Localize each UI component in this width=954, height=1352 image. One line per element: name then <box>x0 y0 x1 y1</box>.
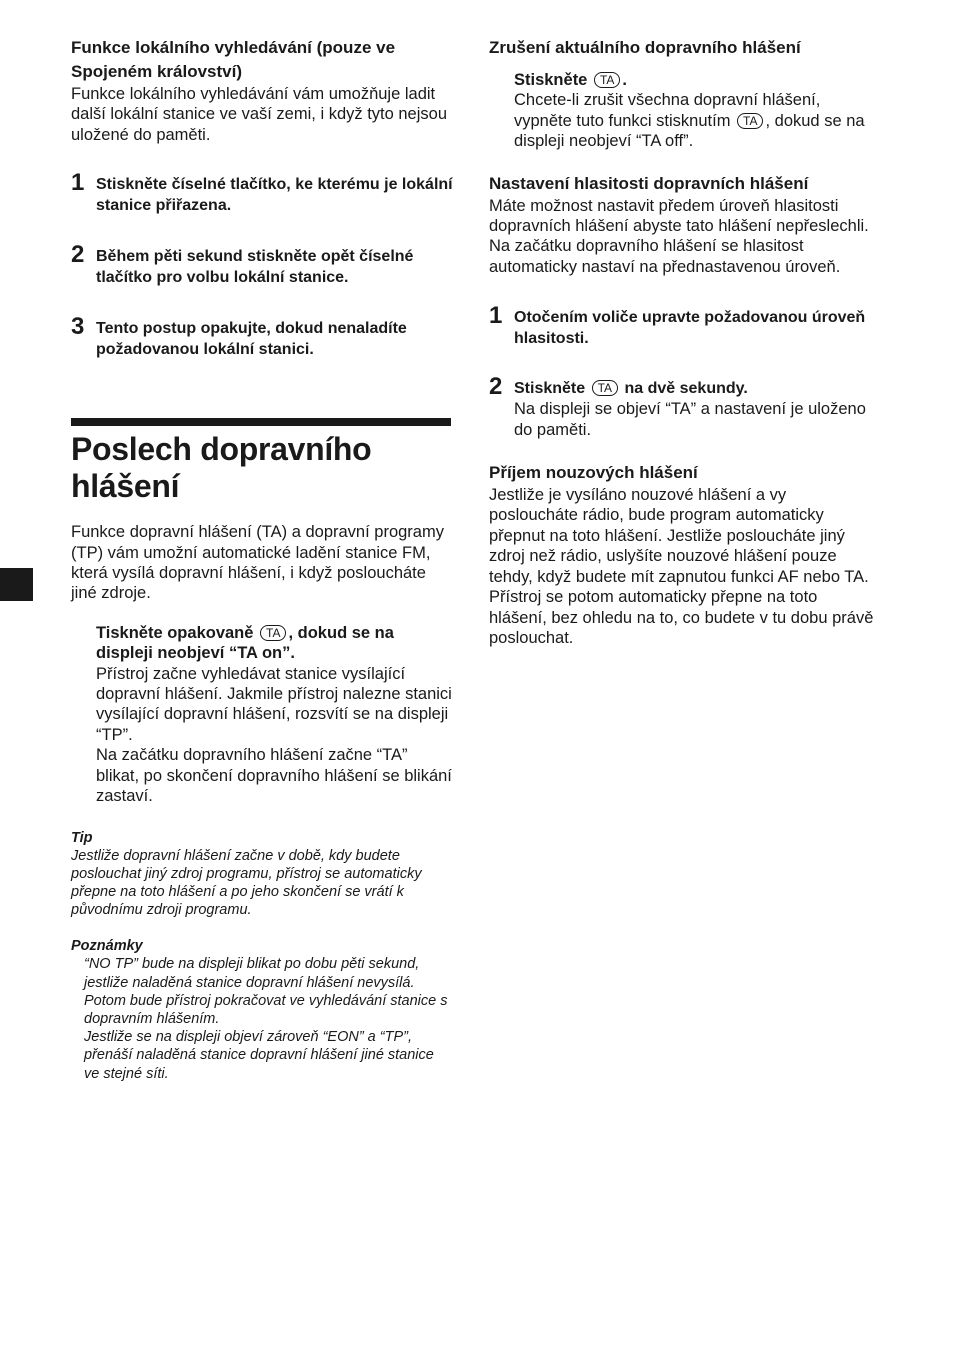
ta-key-icon: TA <box>592 380 618 396</box>
instruction-text: Tiskněte opakovaně <box>96 623 254 642</box>
tip-text: Jestliže dopravní hlášení začne v době, kdy budete poslouchat jiný zdroj programu, přístroj se automaticky přepne na toto hlášení a po jeho skončení se vrátí k původnímu zdroji programu. <box>71 847 422 919</box>
step-text: Stiskněte číselné tlačítko, ke kterému je lokální stanice přiřazena. <box>96 176 453 215</box>
volume-step-2-body: Na displeji se objeví “TA” a nastavení je uloženo do paměti. <box>514 400 866 439</box>
note-item: “NO TP” bude na displeji blikat po dobu pěti sekund, jestliže naladěná stanice dopravní hlášení nevysílá. Potom bude přístroj pokračovat ve vyhledávání stanice s dopravním hlášením. <box>84 956 448 1027</box>
volume-step-2 <box>489 373 879 440</box>
cancel-body-text: Chcete-li zrušit všechna dopravní hlášení, vypněte tuto funkci stisknutím <box>514 91 821 130</box>
section-title: Poslech dopravního hlášení <box>71 431 372 505</box>
ta-key-icon: TA <box>260 625 286 641</box>
step-text-start: Stiskněte <box>514 380 586 398</box>
step-text: Otočením voliče upravte požadovanou úroveň hlasitosti. <box>514 309 866 348</box>
volume-step-1 <box>489 302 879 349</box>
emergency-heading: Příjem nouzových hlášení <box>489 463 698 483</box>
local-seek-heading: Funkce lokálního vyhledávání (pouze ve Spojeném království) <box>71 38 396 81</box>
cancel-instruction <box>489 70 879 152</box>
step-3 <box>71 313 453 360</box>
left-column <box>71 36 453 1083</box>
step-1 <box>71 169 453 216</box>
cancel-body <box>514 90 879 151</box>
volume-heading: Nastavení hlasitosti dopravních hlášení <box>489 173 809 193</box>
volume-body: Máte možnost nastavit předem úroveň hlasitosti dopravních hlášení abyste tato hlášení nepřeslechli. Na začátku dopravního hlášení se hlasitost automaticky nastaví na přednastavenou úroveň. <box>489 196 869 276</box>
section-rule <box>71 418 451 426</box>
step-text <box>514 380 748 397</box>
cancel-body-text-end: , dokud se na displeji neobjeví “TA off”. <box>514 111 865 151</box>
section-tab-marker <box>0 568 33 601</box>
instruction-text-end: , dokud se na displeji neobjeví “TA on”. <box>96 623 394 663</box>
step-number: 2 <box>489 373 503 401</box>
cancel-heading: Zrušení aktuálního dopravního hlášení <box>489 38 801 57</box>
instruction-text: Stiskněte <box>514 71 588 89</box>
ta-instruction <box>71 623 453 807</box>
ta-instruction-line <box>96 623 453 664</box>
step-number: 3 <box>71 313 85 341</box>
instruction-text-end: . <box>622 71 628 89</box>
step-number: 2 <box>71 241 85 269</box>
step-number: 1 <box>489 302 503 330</box>
cancel-instruction-line <box>514 70 879 90</box>
step-text: Tento postup opakujte, dokud nenaladíte požadovanou lokální stanici. <box>96 320 407 359</box>
local-seek-body: Funkce lokálního vyhledávání vám umožňuje ladit další lokální stanice ve vaší zemi, i když tyto nejsou uložené do paměti. <box>71 85 448 144</box>
ta-intro: Funkce dopravní hlášení (TA) a dopravní programy (TP) vám umožní automatické ladění stanice FM, která vysílá dopravní hlášení, i když posloucháte jiné zdroje. <box>71 523 444 603</box>
step-text-end: na dvě sekundy. <box>620 380 748 398</box>
ta-key-icon: TA <box>594 72 620 88</box>
ta-instruction-body-1: Přístroj začne vyhledávat stanice vysílající dopravní hlášení. Jakmile přístroj nalezne stanici vysílající dopravní hlášení, rozsvítí se na displeji “TP”. <box>96 664 452 744</box>
step-number: 1 <box>71 169 85 197</box>
note-item: Jestliže se na displeji objeví zároveň “EON” a “TP”, přenáší naladěná stanice dopravní hlášení jiné stanice ve stejné síti. <box>84 1029 434 1082</box>
step-2 <box>71 241 453 288</box>
ta-instruction-body-2: Na začátku dopravního hlášení začne “TA” blikat, po skončení dopravního hlášení se blikání zastaví. <box>96 746 452 806</box>
step-text: Během pěti sekund stiskněte opět číselné tlačítko pro volbu lokální stanice. <box>96 248 414 287</box>
emergency-body: Jestliže je vysíláno nouzové hlášení a vy posloucháte rádio, bude program automaticky přepnut na toto hlášení. Jestliže posloucháte jiný zdroj než rádio, uslyšíte nouzové hlášení pouze tehdy, když budete mít zapnutou funkci AF nebo TA. Přístroj se potom automaticky přepne na toto hlášení, bez ohledu na to, co budete v tu dobu právě poslouchat. <box>489 486 874 647</box>
tip-title: Tip <box>71 829 93 846</box>
ta-key-icon: TA <box>737 113 763 129</box>
notes-title: Poznámky <box>71 938 143 955</box>
right-column <box>489 36 879 648</box>
